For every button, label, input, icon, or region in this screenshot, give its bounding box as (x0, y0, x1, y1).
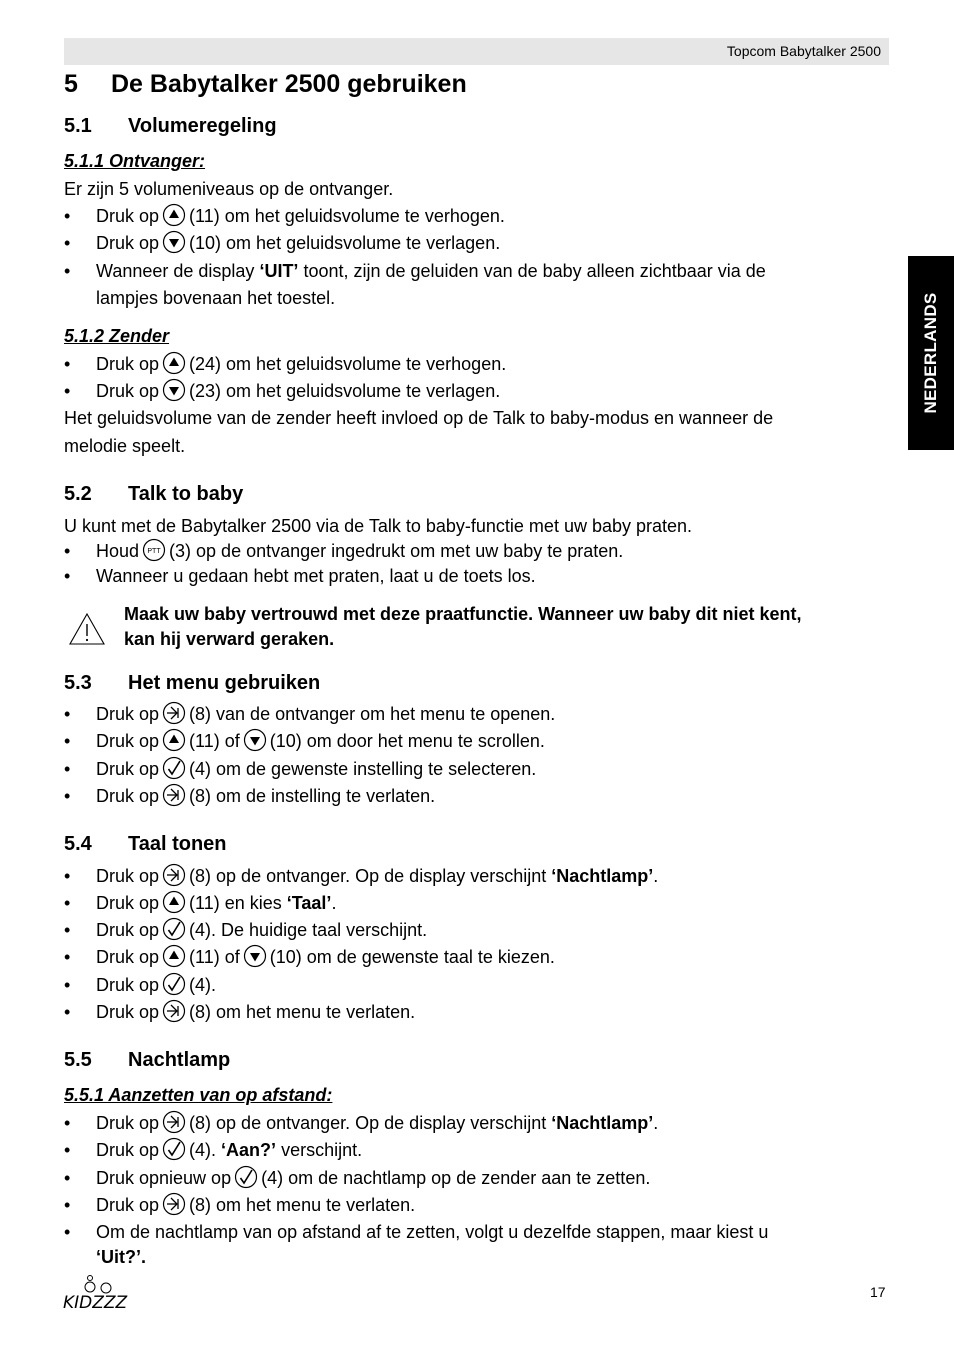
header-title: Topcom Babytalker 2500 (726, 43, 881, 59)
section-heading-5-2: 5.2 Talk to baby (64, 483, 244, 505)
list-item: Wanneer u gedaan hebt met praten, laat u de toets los. (96, 566, 536, 586)
down-arrow-icon (162, 230, 186, 254)
list-item: Druk op (23) om het geluidsvolume te verlagen. (96, 381, 500, 402)
list-item: Druk op (10) om het geluidsvolume te verlagen. (96, 233, 500, 254)
list-item: Druk op (4) om de gewenste instelling te selecteren. (96, 759, 536, 780)
up-arrow-icon (162, 351, 186, 375)
bullet: • (64, 206, 71, 226)
list-item: Druk op (24) om het geluidsvolume te verhogen. (96, 354, 506, 375)
bullet: • (64, 866, 71, 886)
bullet: • (64, 731, 71, 751)
down-arrow-icon (243, 728, 267, 752)
chapter-title: De Babytalker 2500 gebruiken (111, 70, 467, 98)
bullet: • (64, 566, 71, 586)
bullet: • (64, 759, 71, 779)
up-arrow-icon (162, 203, 186, 227)
subsection-heading-5-5-1: 5.5.1 Aanzetten van op afstand: (64, 1085, 333, 1105)
bullet: • (64, 704, 71, 724)
paragraph: Er zijn 5 volumeniveaus op de ontvanger. (64, 179, 394, 199)
warning-text: Maak uw baby vertrouwd met deze praatfunctie. Wanneer uw baby dit niet kent, (124, 604, 802, 624)
list-item: Druk op (8) om het menu te verlaten. (96, 1195, 415, 1216)
up-arrow-icon (162, 728, 186, 752)
down-arrow-icon (162, 378, 186, 402)
list-item: Druk op (8) om het menu te verlaten. (96, 1002, 415, 1023)
warning-text: kan hij verward geraken. (124, 629, 335, 649)
list-item: Wanneer de display ‘UIT’ toont, zijn de geluiden van de baby alleen zichtbaar via de (96, 261, 766, 281)
bullet: • (64, 261, 71, 281)
list-item: Druk op (11) of (10) om de gewenste taal te kiezen. (96, 947, 555, 968)
menu-button-icon (162, 863, 186, 887)
list-item-continued: lampjes bovenaan het toestel. (96, 288, 336, 308)
list-item: Druk op (11) en kies ‘Taal’. (96, 893, 336, 914)
bullet: • (64, 1113, 71, 1133)
logo-text: KIDZZZ (63, 1293, 128, 1313)
bullet: • (64, 947, 71, 967)
menu-button-icon (162, 701, 186, 725)
section-heading-5-3: 5.3 Het menu gebruiken (64, 672, 321, 694)
ok-check-icon (162, 972, 186, 996)
paragraph: Het geluidsvolume van de zender heeft invloed op de Talk to baby-modus en wanneer de (64, 408, 774, 428)
ptt-button-icon (142, 538, 166, 562)
menu-button-icon (162, 1192, 186, 1216)
bullet: • (64, 1222, 71, 1242)
subsection-heading-5-1-2: 5.1.2 Zender (64, 326, 170, 346)
language-tab-label: NEDERLANDS (921, 292, 940, 414)
menu-button-icon (162, 1110, 186, 1134)
bullet: • (64, 541, 71, 561)
list-item: Druk op (4). De huidige taal verschijnt. (96, 920, 427, 941)
list-item: Druk op (8) op de ontvanger. Op de display verschijnt ‘Nachtlamp’. (96, 866, 658, 887)
paragraph: U kunt met de Babytalker 2500 via de Talk to baby-functie met uw baby praten. (64, 516, 693, 536)
section-heading-5-4: 5.4 Taal tonen (64, 833, 227, 855)
list-item: Druk op (11) of (10) om door het menu te scrollen. (96, 731, 545, 752)
list-item: Druk op (11) om het geluidsvolume te verhogen. (96, 206, 505, 227)
header-bar (64, 38, 889, 65)
menu-button-icon (162, 999, 186, 1023)
down-arrow-icon (243, 944, 267, 968)
section-heading-5-5: 5.5 Nachtlamp (64, 1049, 231, 1071)
bullet: • (64, 1002, 71, 1022)
ok-check-icon (234, 1165, 258, 1189)
bullet: • (64, 1140, 71, 1160)
language-tab (908, 256, 954, 450)
bullet: • (64, 920, 71, 940)
bullet: • (64, 233, 71, 253)
subsection-heading-5-1-1: 5.1.1 Ontvanger: (64, 151, 206, 171)
menu-button-icon (162, 783, 186, 807)
ok-check-icon (162, 756, 186, 780)
list-item: Om de nachtlamp van op afstand af te zetten, volgt u dezelfde stappen, maar kiest u (96, 1222, 769, 1242)
list-item: Druk op (8) op de ontvanger. Op de display verschijnt ‘Nachtlamp’. (96, 1113, 658, 1134)
chapter-heading (64, 70, 467, 99)
up-arrow-icon (162, 944, 186, 968)
kidzzz-logo (60, 1274, 134, 1314)
list-item: Druk op (4). (96, 975, 216, 996)
chapter-number: 5 (64, 70, 78, 98)
bullet: • (64, 1195, 71, 1215)
list-item: Houd (3) op de ontvanger ingedrukt om met uw baby te praten. (96, 541, 623, 562)
bullet: • (64, 975, 71, 995)
list-item: Druk opnieuw op (4) om de nachtlamp op de zender aan te zetten. (96, 1168, 650, 1189)
up-arrow-icon (162, 890, 186, 914)
bullet: • (64, 1168, 71, 1188)
list-item: Druk op (4). ‘Aan?’ verschijnt. (96, 1140, 362, 1161)
warning-icon (68, 612, 106, 646)
section-heading-5-1: 5.1 Volumeregeling (64, 115, 277, 137)
bullet: • (64, 893, 71, 913)
list-item: Druk op (8) om de instelling te verlaten. (96, 786, 435, 807)
bullet: • (64, 786, 71, 806)
page-number: 17 (870, 1284, 886, 1300)
bullet: • (64, 354, 71, 374)
bullet: • (64, 381, 71, 401)
ok-check-icon (162, 1137, 186, 1161)
list-item: Druk op (8) van de ontvanger om het menu te openen. (96, 704, 555, 725)
list-item-continued: ‘Uit?’. (96, 1247, 146, 1267)
paragraph: melodie speelt. (64, 436, 186, 456)
ok-check-icon (162, 917, 186, 941)
